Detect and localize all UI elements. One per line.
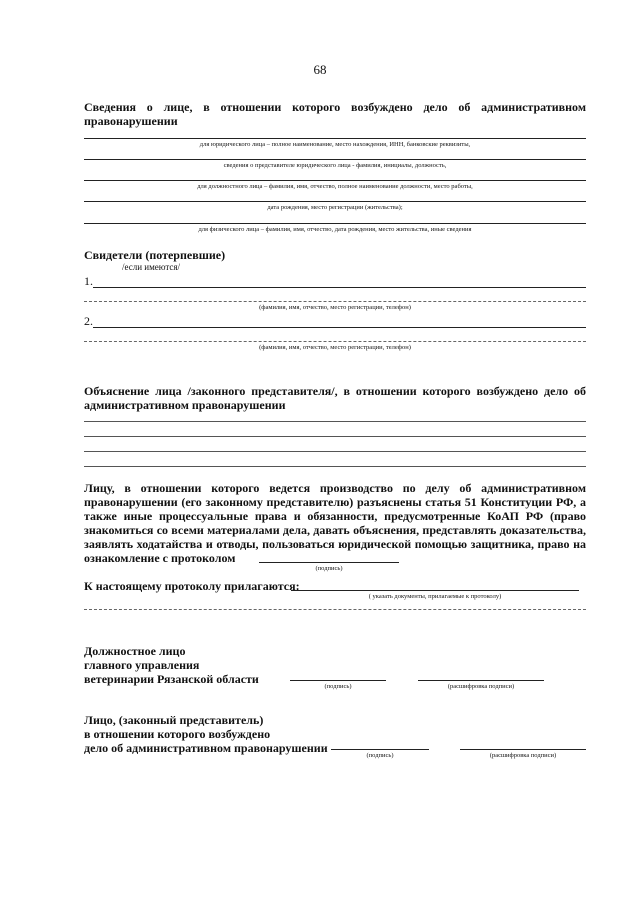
person-info-field-2[interactable] (84, 159, 586, 160)
offender-signature-field[interactable] (331, 749, 429, 750)
rights-notice-line1: Лицу, в отношении которого ведется производство по делу об административном (84, 481, 586, 495)
witnesses-title: Свидетели (потерпевшие) (84, 248, 226, 262)
person-info-caption-4: дата рождения, место регистрации (жительства); (267, 204, 403, 211)
offender-line3: дело об административном правонарушении (84, 741, 328, 755)
person-info-field-4[interactable] (84, 201, 586, 202)
explanation-field-2[interactable] (84, 436, 586, 437)
page-number: 68 (313, 62, 327, 77)
person-info-caption-5: для физического лица – фамилия, имя, отчество, дата рождения, место жительства, иные сведения (198, 226, 472, 233)
explanation-field-4[interactable] (84, 466, 586, 467)
offender-decoding-field[interactable] (460, 749, 586, 750)
official-line2: главного управления (84, 658, 200, 672)
witness-1-number: 1. (84, 274, 93, 288)
official-line3: ветеринарии Рязанской области (84, 672, 259, 686)
explanation-title-line1: Объяснение лица /законного представителя/, в отношении которого возбуждено дело об (84, 384, 586, 398)
section-title-person-info-line1: Сведения о лице, в отношении которого возбуждено дело об административном (84, 100, 586, 114)
attachments-field-continued[interactable] (84, 609, 586, 610)
section-title-person-info-line2: правонарушении (84, 114, 178, 128)
witness-2-number: 2. (84, 314, 93, 328)
explanation-title-line2: административном правонарушении (84, 398, 286, 412)
rights-notice-line3: также иные процессуальные права и обязанности, предусмотренные КоАП РФ (право (84, 509, 586, 523)
attachments-field[interactable] (291, 590, 579, 591)
witness-1-caption: (фамилия, имя, отчество, место регистрации, телефон) (259, 304, 411, 311)
witness-2-field-continued[interactable] (84, 341, 586, 342)
offender-line2: в отношении которого возбуждено (84, 727, 271, 741)
person-info-field-5[interactable] (84, 223, 586, 224)
official-decoding-field[interactable] (418, 680, 544, 681)
offender-signature-caption: (подпись) (366, 752, 394, 759)
person-info-field-1[interactable] (84, 138, 586, 139)
rights-notice-line6: ознакомление с протоколом (84, 551, 236, 565)
rights-signature-caption: (подпись) (315, 565, 343, 572)
person-info-field-3[interactable] (84, 180, 586, 181)
rights-notice-line5: заявлять ходатайства и отводы, пользоваться юридической помощью защитника, право на (84, 537, 586, 551)
witnesses-note: /если имеются/ (122, 262, 181, 272)
witness-1-field-continued[interactable] (84, 301, 586, 302)
witness-2-caption: (фамилия, имя, отчество, место регистрации, телефон) (259, 344, 411, 351)
attachments-label: К настоящему протоколу прилагаются: (84, 579, 300, 593)
person-info-caption-3: для должностного лица – фамилия, имя, отчество, полное наименование должности, место работы, (197, 183, 473, 190)
rights-notice-line4: знакомиться со всеми материалами дела, давать объяснения, представлять доказательства, (84, 523, 586, 537)
rights-signature-field[interactable] (259, 562, 399, 563)
offender-line1: Лицо, (законный представитель) (84, 713, 264, 727)
offender-decoding-caption: (расшифровка подписи) (489, 752, 557, 759)
explanation-field-3[interactable] (84, 451, 586, 452)
witness-2-field[interactable] (93, 327, 586, 328)
official-signature-field[interactable] (290, 680, 386, 681)
official-line1: Должностное лицо (84, 644, 186, 658)
person-info-caption-2: сведения о представителе юридического лица - фамилия, инициалы, должность, (223, 162, 447, 169)
witness-1-field[interactable] (93, 287, 586, 288)
rights-notice-line2: правонарушении (его законному представителю) разъяснены статья 51 Конституции РФ, а (84, 495, 586, 509)
official-signature-caption: (подпись) (324, 683, 352, 690)
explanation-field-1[interactable] (84, 421, 586, 422)
official-decoding-caption: (расшифровка подписи) (447, 683, 515, 690)
attachments-caption: ( указать документы, прилагаемые к протоколу) (368, 593, 502, 600)
person-info-caption-1: для юридического лица – полное наименование, место нахождения, ИНН, банковские реквизиты, (199, 141, 471, 148)
